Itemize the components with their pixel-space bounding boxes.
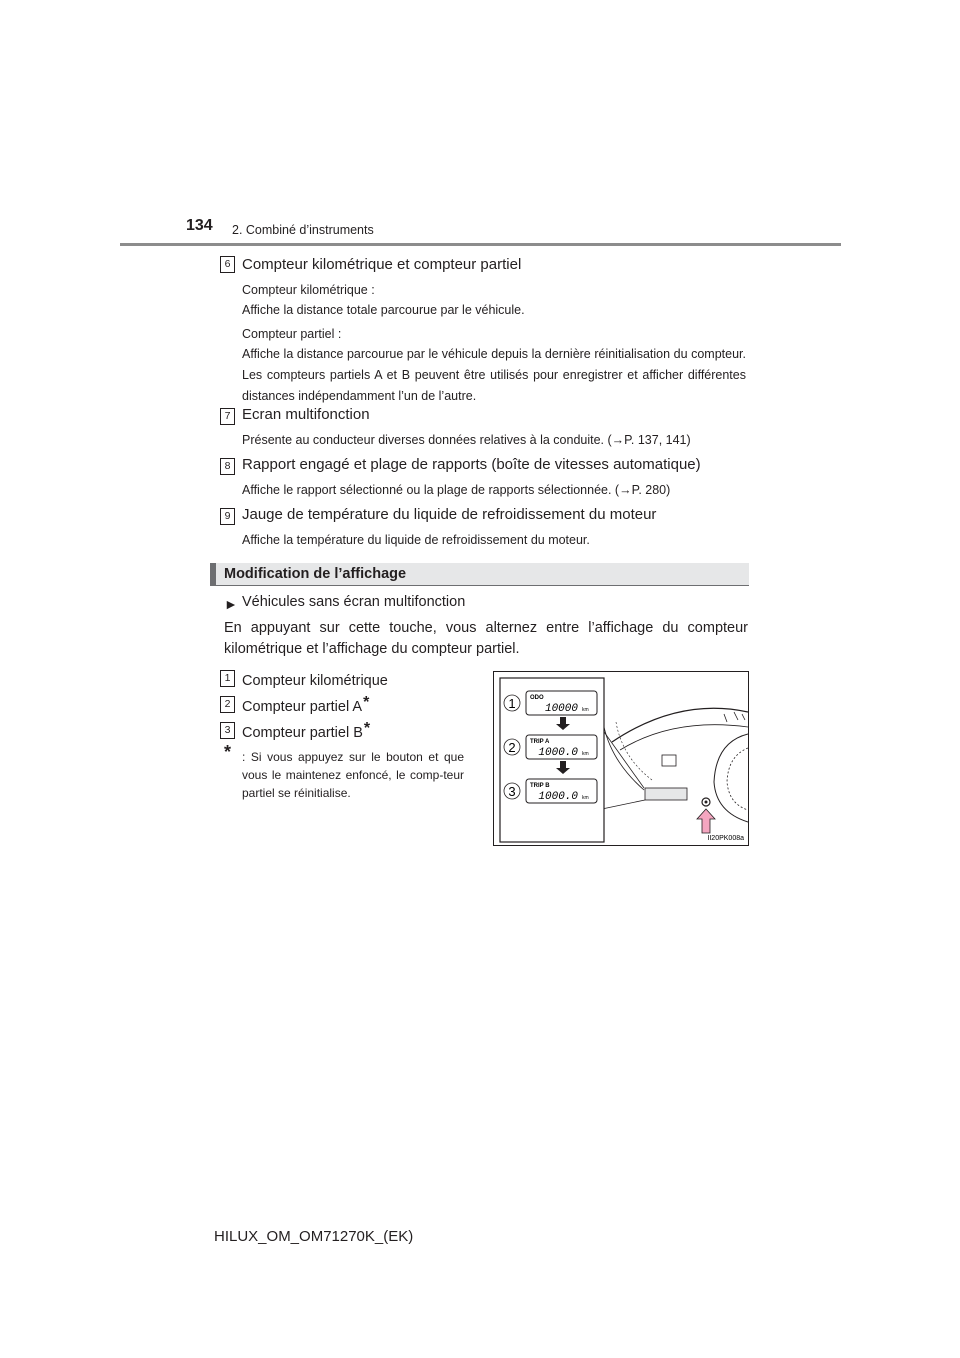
list-item-3: Compteur partiel B* (242, 720, 371, 741)
item-number-9: 9 (220, 508, 235, 525)
list-number-1: 1 (220, 670, 235, 687)
cluster-illustration (494, 672, 748, 845)
chapter-title: 2. Combiné d’instruments (232, 223, 374, 237)
page-number: 134 (186, 217, 213, 234)
odo-unit: km (582, 707, 589, 713)
odo-value: 10000 (544, 703, 578, 715)
item-number-8: 8 (220, 458, 235, 475)
trip-a-value: 1000.0 (538, 747, 578, 759)
item-6-line-1: Compteur kilométrique : (242, 283, 375, 297)
trip-b-value: 1000.0 (538, 791, 578, 803)
item-number-7: 7 (220, 408, 235, 425)
item-6-line-3: Compteur partiel : (242, 327, 342, 341)
press-arrow-icon (697, 809, 715, 833)
section-title: Modification de l’affichage (224, 566, 407, 582)
odo-label: ODO (530, 695, 544, 701)
item-title-6: Compteur kilométrique et compteur partiel (242, 256, 522, 273)
item-6-line-2: Affiche la distance totale parcourue par le véhicule. (242, 303, 525, 317)
note-text: : Si vous appuyez sur le bouton et que vous le maintenez enfoncé, le comp-teur partiel se réinitialise. (242, 750, 464, 800)
list-item-2: Compteur partiel A* (242, 694, 370, 715)
callout-1: 1 (508, 696, 516, 711)
item-title-7: Ecran multifonction (242, 406, 370, 423)
document-code: HILUX_OM_OM71270K_(EK) (214, 1228, 414, 1245)
triangle-bullet-icon: ► (224, 596, 238, 612)
trip-b-label: TRIP B (530, 783, 550, 789)
list-number-2: 2 (220, 696, 235, 713)
note-marker: * (224, 742, 232, 762)
item-8-desc: Affiche le rapport sélectionné ou la plage de rapports sélectionnée. (→P. 280) (242, 483, 671, 497)
header-rule (120, 243, 841, 246)
item-7-desc: Présente au conducteur diverses données relatives à la conduite. (→P. 137, 141) (242, 433, 691, 447)
figure-code: II20PK008a (707, 835, 744, 842)
item-number-6: 6 (220, 256, 235, 273)
item-6-line-4: Affiche la distance parcourue par le véhicule depuis la dernière réinitialisation du compteur. Les compteurs partiels A et B peuvent être utilisés pour enregistrer et afficher différentes distances indépendamment l’un de l’autre. (242, 347, 746, 403)
callout-3: 3 (508, 784, 516, 799)
trip-b-unit: km (582, 795, 589, 801)
list-number-3: 3 (220, 722, 235, 739)
list-item-1: Compteur kilométrique (242, 673, 388, 689)
callout-2: 2 (508, 740, 516, 755)
instrument-cluster-figure (493, 671, 749, 846)
section-paragraph: En appuyant sur cette touche, vous alternez entre l’affichage du compteur kilométrique et l’affichage du compteur partiel. (224, 620, 748, 657)
bullet-text: Véhicules sans écran multifonction (242, 594, 466, 610)
trip-a-label: TRIP A (530, 739, 550, 745)
cluster-display (645, 788, 687, 800)
item-title-9: Jauge de température du liquide de refroidissement du moteur (242, 506, 657, 523)
trip-a-unit: km (582, 751, 589, 757)
item-title-8: Rapport engagé et plage de rapports (boîte de vitesses automatique) (242, 456, 701, 473)
item-9-desc: Affiche la température du liquide de refroidissement du moteur. (242, 533, 590, 547)
